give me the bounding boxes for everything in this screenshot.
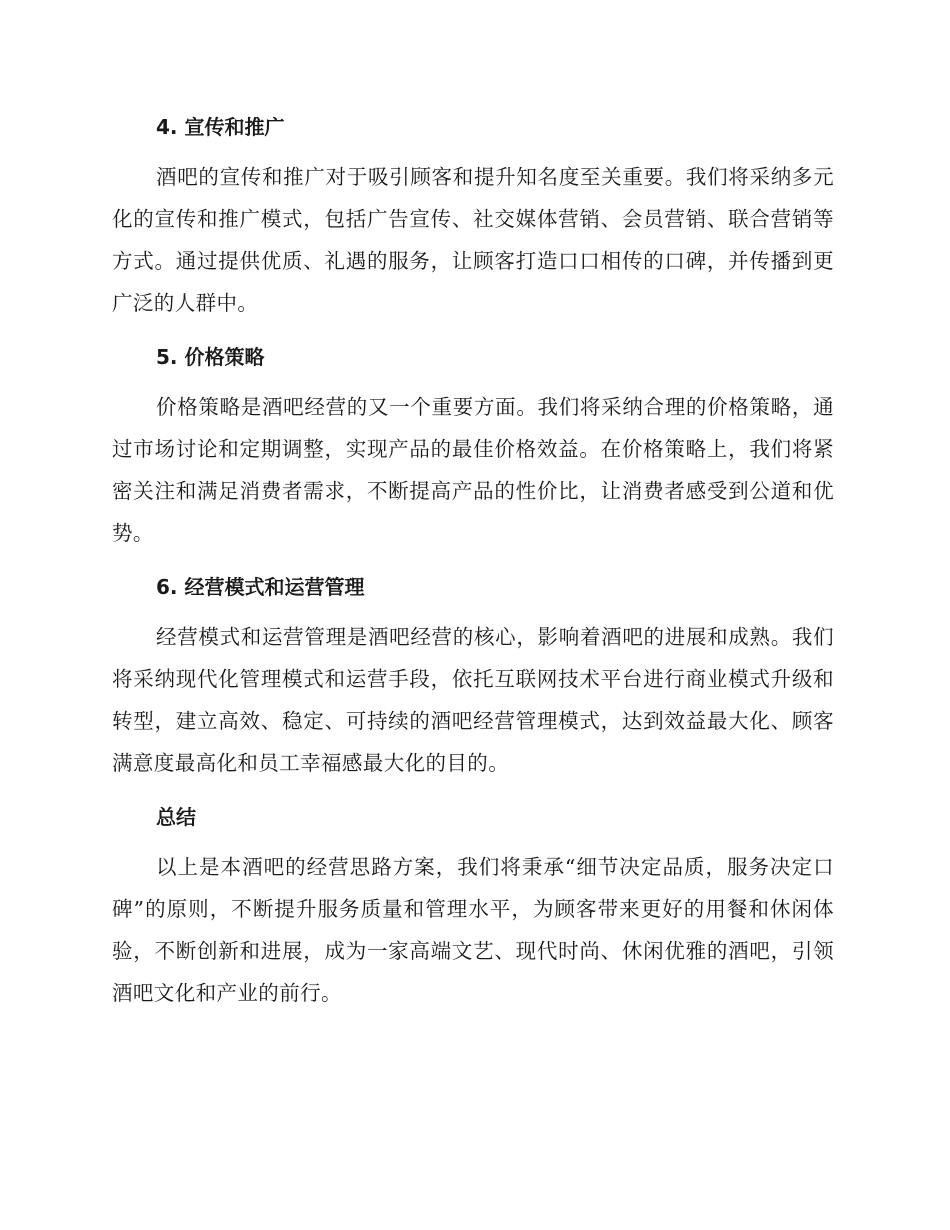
section-paragraph-summary: 以上是本酒吧的经营思路方案，我们将秉承“细节决定品质，服务决定口碑”的原则，不断提升服务质量和管理水平，为顾客带来更好的用餐和休闲体验，不断创新和进展，成为一家高端文艺、现代时尚、休闲优雅的酒吧，引领酒吧文化和产业的前行。 bbox=[112, 855, 834, 1005]
section-paragraph-pricing: 价格策略是酒吧经营的又一个重要方面。我们将采纳合理的价格策略，通过市场讨论和定期调整，实现产品的最佳价格效益。在价格策略上，我们将紧密关注和满足消费者需求，不断提高产品的性价比，让消费者感受到公道和优势。 bbox=[112, 395, 834, 545]
document-body bbox=[112, 108, 834, 1028]
section-heading-pricing: 5. 价格策略 bbox=[156, 345, 265, 369]
section-heading-summary: 总结 bbox=[156, 805, 196, 829]
section-paragraph-operations: 经营模式和运营管理是酒吧经营的核心，影响着酒吧的进展和成熟。我们将采纳现代化管理模式和运营手段，依托互联网技术平台进行商业模式升级和转型，建立高效、稳定、可持续的酒吧经营管理模式，达到效益最大化、顾客满意度最高化和员工幸福感最大化的目的。 bbox=[112, 625, 834, 775]
section-paragraph-promotion: 酒吧的宣传和推广对于吸引顾客和提升知名度至关重要。我们将采纳多元化的宣传和推广模式，包括广告宣传、社交媒体营销、会员营销、联合营销等方式。通过提供优质、礼遇的服务，让顾客打造口口相传的口碑，并传播到更广泛的人群中。 bbox=[112, 165, 834, 315]
section-heading-operations: 6. 经营模式和运营管理 bbox=[156, 575, 365, 599]
section-heading-promotion: 4. 宣传和推广 bbox=[156, 115, 285, 139]
